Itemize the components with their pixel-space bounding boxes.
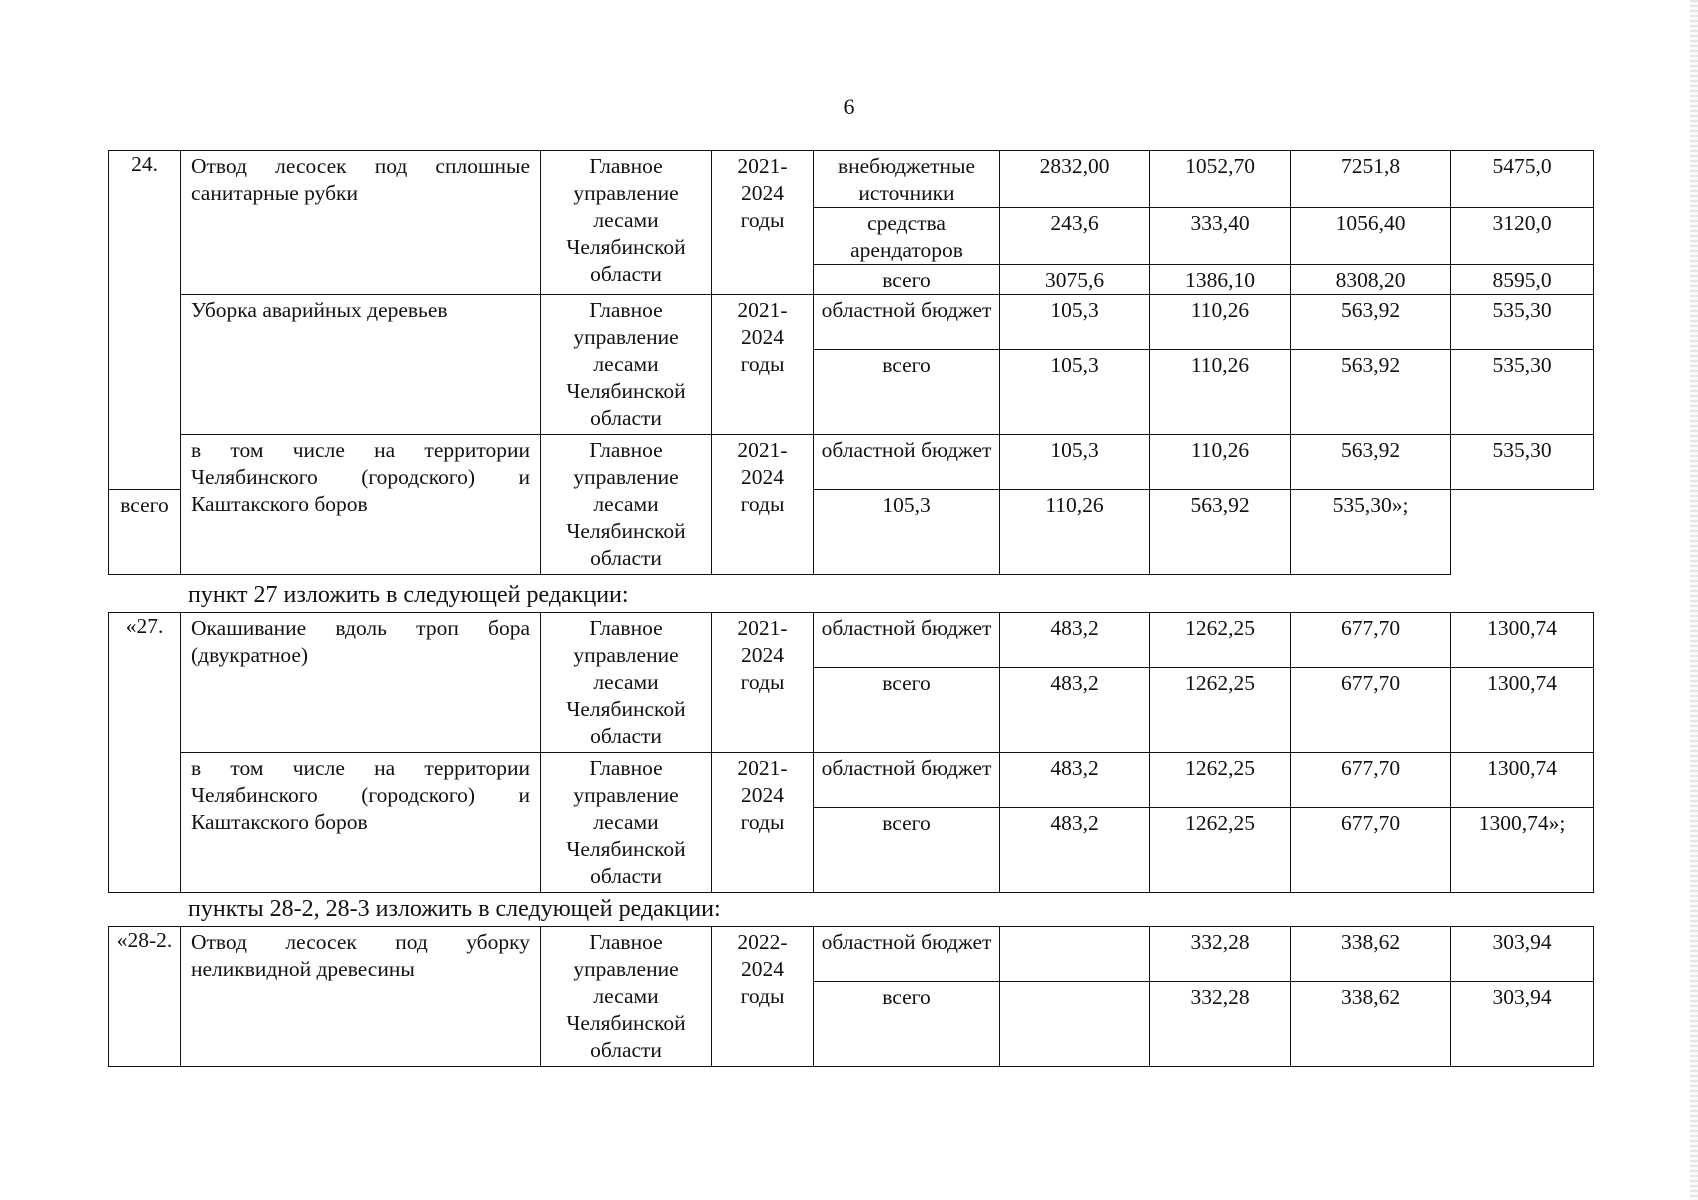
value-cell: 7251,8 (1291, 151, 1451, 208)
value-cell: 110,26 (1000, 490, 1150, 575)
value-cell: 105,3 (1000, 350, 1150, 435)
measures-table-3 (108, 926, 1594, 1067)
value-cell: 338,62 (1291, 982, 1451, 1067)
period-cell: 2021- 2024 годы (712, 295, 814, 435)
table-row (109, 927, 1594, 982)
period-cell: 2021- 2024 годы (712, 613, 814, 753)
measures-table-1 (108, 150, 1594, 575)
value-cell: 483,2 (1000, 668, 1150, 753)
executor-cell: Главное управление лесами Челябинской области (541, 435, 712, 575)
value-cell: 105,3 (1000, 295, 1150, 350)
value-cell: 303,94 (1451, 982, 1594, 1067)
value-cell: 563,92 (1291, 295, 1451, 350)
period-cell: 2021- 2024 годы (712, 753, 814, 893)
executor-cell: Главное управление лесами Челябинской области (541, 753, 712, 893)
value-cell: 1056,40 (1291, 208, 1451, 265)
value-cell: 1386,10 (1150, 265, 1291, 295)
value-cell: 105,3 (814, 490, 1000, 575)
funding-source: областной бюджет (814, 927, 1000, 982)
funding-source: всего (109, 490, 181, 575)
funding-source: областной бюджет (814, 295, 1000, 350)
value-cell: 243,6 (1000, 208, 1150, 265)
measure-title: Уборка аварийных деревьев (181, 295, 541, 435)
value-cell: 1262,25 (1150, 613, 1291, 668)
executor-cell: Главное управление лесами Челябинской области (541, 151, 712, 295)
period-cell: 2021- 2024 годы (712, 435, 814, 575)
value-cell: 8595,0 (1451, 265, 1594, 295)
value-cell: 1262,25 (1150, 668, 1291, 753)
value-cell: 110,26 (1150, 350, 1291, 435)
value-cell (1000, 982, 1150, 1067)
funding-source: областной бюджет (814, 435, 1000, 490)
value-cell: 1262,25 (1150, 808, 1291, 893)
funding-source: областной бюджет (814, 613, 1000, 668)
table-row (109, 613, 1594, 668)
value-cell: 535,30 (1451, 350, 1594, 435)
value-cell: 3120,0 (1451, 208, 1594, 265)
row-number-24: 24. (109, 151, 181, 490)
value-cell: 110,26 (1150, 295, 1291, 350)
value-cell: 8308,20 (1291, 265, 1451, 295)
row-number-27: «27. (109, 613, 181, 893)
value-cell: 1300,74»; (1451, 808, 1594, 893)
amendment-note-28: пункты 28-2, 28-3 изложить в следующей редакции: (188, 896, 721, 922)
value-cell: 677,70 (1291, 613, 1451, 668)
value-cell: 535,30 (1451, 435, 1594, 490)
table-row (109, 151, 1594, 208)
period-cell: 2022- 2024 годы (712, 927, 814, 1067)
page-number: 6 (843, 94, 855, 119)
value-cell: 303,94 (1451, 927, 1594, 982)
value-cell: 338,62 (1291, 927, 1451, 982)
scan-edge (1690, 0, 1698, 1200)
executor-cell: Главное управление лесами Челябинской области (541, 613, 712, 753)
executor-cell: Главное управление лесами Челябинской области (541, 927, 712, 1067)
measure-subtitle: в том числе на территории Челябинского (городского) и Каштакского боров (181, 435, 541, 575)
funding-source: средства арендаторов (814, 208, 1000, 265)
row-number-28-2: «28-2. (109, 927, 181, 1067)
funding-source: всего (814, 265, 1000, 295)
value-cell: 677,70 (1291, 808, 1451, 893)
period-cell: 2021- 2024 годы (712, 151, 814, 295)
value-cell: 2832,00 (1000, 151, 1150, 208)
value-cell: 333,40 (1150, 208, 1291, 265)
value-cell: 3075,6 (1000, 265, 1150, 295)
value-cell: 1262,25 (1150, 753, 1291, 808)
funding-source: всего (814, 668, 1000, 753)
funding-source: всего (814, 350, 1000, 435)
measure-subtitle: в том числе на территории Челябинского (городского) и Каштакского боров (181, 753, 541, 893)
value-cell: 563,92 (1291, 435, 1451, 490)
value-cell: 5475,0 (1451, 151, 1594, 208)
amendment-note-27: пункт 27 изложить в следующей редакции: (188, 582, 629, 608)
value-cell: 535,30»; (1291, 490, 1451, 575)
value-cell: 1300,74 (1451, 668, 1594, 753)
value-cell: 105,3 (1000, 435, 1150, 490)
measure-title: Отвод лесосек под сплошные санитарные рубки (181, 151, 541, 295)
value-cell: 1052,70 (1150, 151, 1291, 208)
value-cell: 483,2 (1000, 613, 1150, 668)
measure-title: Отвод лесосек под уборку неликвидной древесины (181, 927, 541, 1067)
funding-source: внебюджетные источники (814, 151, 1000, 208)
value-cell: 483,2 (1000, 753, 1150, 808)
table-row (109, 435, 1594, 490)
value-cell: 535,30 (1451, 295, 1594, 350)
funding-source: областной бюджет (814, 753, 1000, 808)
value-cell: 1300,74 (1451, 753, 1594, 808)
table-row (109, 753, 1594, 808)
funding-source: всего (814, 808, 1000, 893)
value-cell: 677,70 (1291, 668, 1451, 753)
funding-source: всего (814, 982, 1000, 1067)
measures-table-2 (108, 612, 1594, 893)
value-cell: 563,92 (1291, 350, 1451, 435)
measure-title: Окашивание вдоль троп бора (двукратное) (181, 613, 541, 753)
value-cell: 563,92 (1150, 490, 1291, 575)
value-cell: 677,70 (1291, 753, 1451, 808)
value-cell: 332,28 (1150, 982, 1291, 1067)
value-cell: 1300,74 (1451, 613, 1594, 668)
value-cell: 332,28 (1150, 927, 1291, 982)
value-cell: 110,26 (1150, 435, 1291, 490)
value-cell (1000, 927, 1150, 982)
value-cell: 483,2 (1000, 808, 1150, 893)
executor-cell: Главное управление лесами Челябинской области (541, 295, 712, 435)
table-row (109, 295, 1594, 350)
